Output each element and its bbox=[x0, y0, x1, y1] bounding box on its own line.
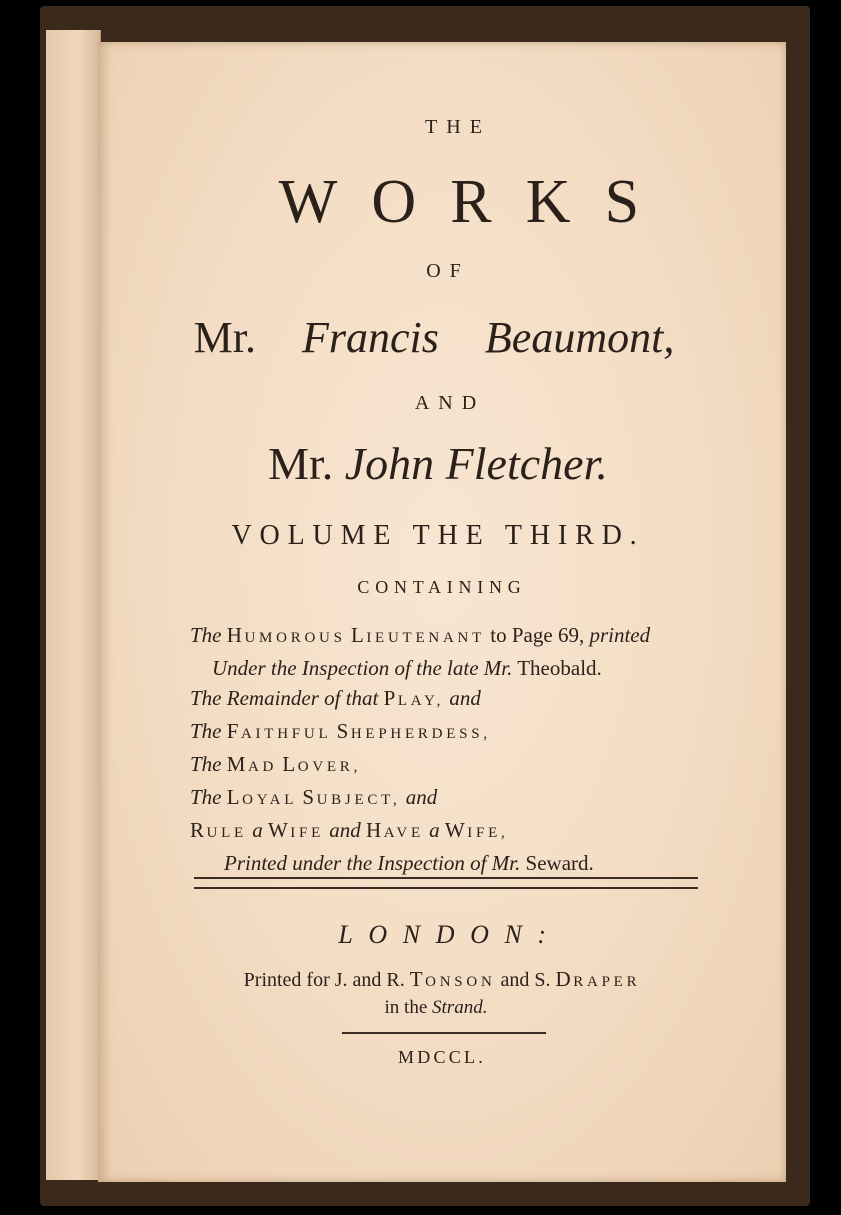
list-item: The LOYAL SUBJECT, and bbox=[190, 785, 438, 809]
imprint-date: MDCCL. bbox=[398, 1047, 486, 1067]
volume-title: VOLUME THE THIRD. bbox=[231, 520, 645, 551]
list-item: Under the Inspection of the late Mr. Theobald. bbox=[212, 656, 602, 680]
short-divider-rule bbox=[342, 1032, 546, 1034]
list-item: The MAD LOVER, bbox=[190, 752, 362, 776]
author1-prefix: Mr. bbox=[193, 313, 257, 362]
author2-prefix: Mr. bbox=[268, 438, 334, 489]
imprint-location: in the Strand. bbox=[384, 997, 488, 1018]
author1-first: Francis bbox=[302, 313, 439, 362]
divider-rule bbox=[194, 877, 698, 879]
heading-of: OF bbox=[426, 260, 470, 282]
list-item: Printed under the Inspection of Mr. Seward. bbox=[224, 851, 594, 875]
author-beaumont bbox=[90, 312, 778, 363]
divider-rule bbox=[194, 887, 698, 889]
imprint-printers: Printed for J. and R. TONSON and S. DRAPER bbox=[243, 967, 641, 991]
imprint-city: LONDON: bbox=[338, 920, 562, 949]
containing-label: CONTAINING bbox=[357, 577, 527, 597]
list-item: RULE a WIFE and HAVE a WIFE, bbox=[190, 818, 509, 842]
contents-list bbox=[190, 620, 650, 878]
author2-name: John Fletcher. bbox=[344, 438, 608, 489]
list-item: The FAITHFUL SHEPHERDESS, bbox=[190, 719, 491, 743]
author1-last: Beaumont, bbox=[484, 313, 675, 362]
heading-the: THE bbox=[425, 116, 491, 138]
list-item: The Remainder of that PLAY, and bbox=[190, 686, 481, 710]
author-fletcher bbox=[94, 437, 782, 490]
title-page bbox=[98, 42, 786, 1182]
list-item: The HUMOROUS LIEUTENANT to Page 69, printed bbox=[190, 623, 651, 647]
heading-and: AND bbox=[414, 392, 486, 414]
heading-works: WORKS bbox=[278, 168, 674, 236]
